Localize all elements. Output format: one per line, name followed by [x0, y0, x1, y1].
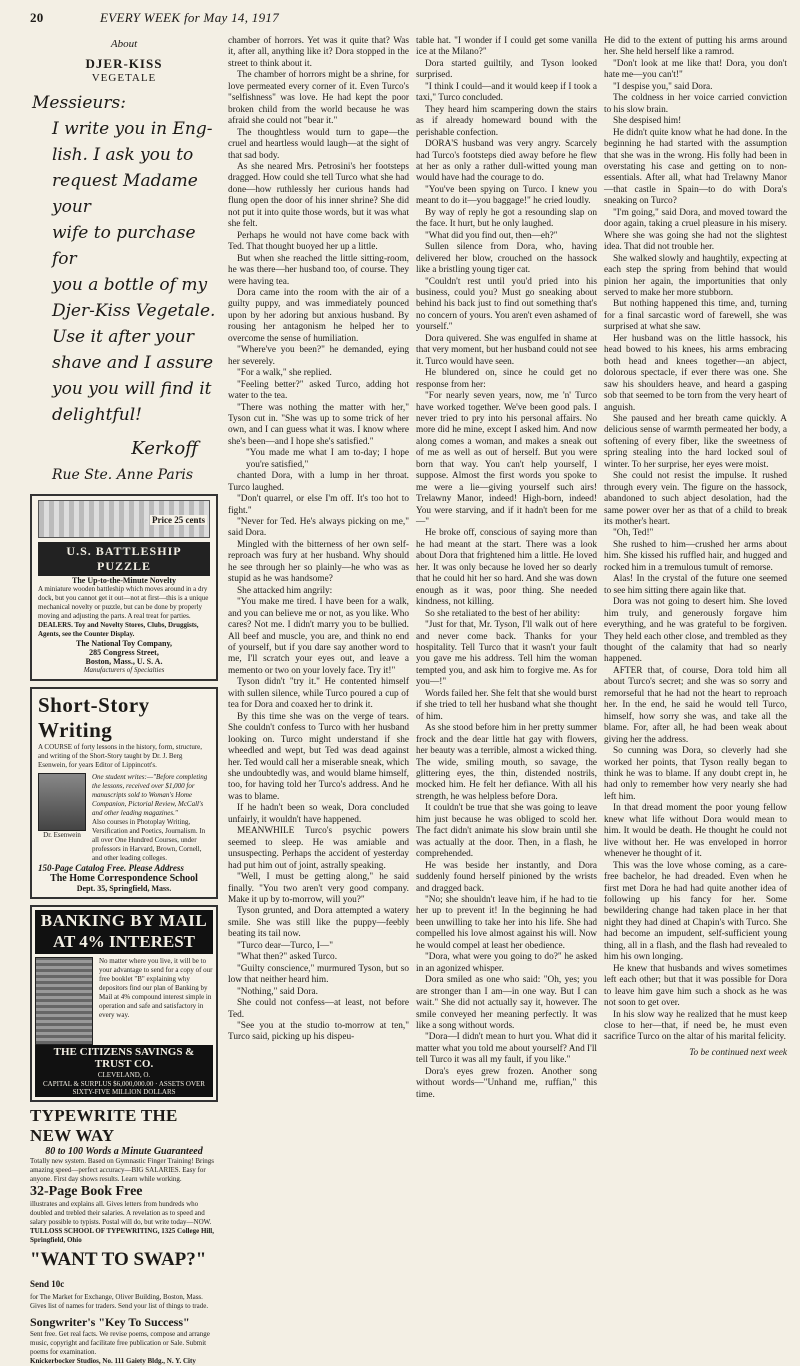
- ad-headline: U.S. BATTLESHIP PUZZLE: [38, 542, 210, 576]
- story-paragraph: Dora started guiltily, and Tyson looked surprised.: [416, 58, 597, 81]
- djer-kiss-ad[interactable]: [30, 38, 218, 488]
- story-paragraph: "Dora—I didn't mean to hurt you. What did it matter what you told me about yourself? And I'll tell Turco it was all my fault, if you like.": [416, 1032, 597, 1066]
- story-paragraph: But nothing happened this time, and, turning for a final sarcastic word of farewell, she was surprised at what she saw.: [604, 299, 787, 333]
- story-paragraph: "What then?" asked Turco.: [237, 952, 338, 963]
- story-paragraph: Perhaps he would not have come back with Ted. That thought buoyed her up a little.: [228, 230, 409, 253]
- page-header: [30, 6, 790, 28]
- price-label: Price 25 cents: [152, 515, 205, 525]
- ad-body: for The Market for Exchange, Oliver Building, Boston, Mass. Gives list of names for traders. Send your list of things to trade.: [30, 1293, 209, 1310]
- story-paragraph: "No; she shouldn't leave him, if he had to tie her up to prevent it! In the beginning he had been unwilling to take her into his life. She had compelled his love almost against his will. Now he would compel at least her obedience.: [416, 894, 597, 951]
- story-paragraph: He was beside her instantly, and Dora suddenly found herself pinioned by the wrists and dragged back.: [416, 860, 597, 894]
- story-paragraph: "Feeling better?" asked Turco, adding hot water to the tea.: [228, 379, 409, 402]
- story-paragraph: chanted Dora, with a lump in her throat. Turco laughed.: [228, 471, 409, 493]
- ad-body: A miniature wooden battleship which moves around in a dry dock, but you cannot get it out—not at first—this is a unique mechanical novelty or puzzle, but can be done by properly moving and adjusting the parts. A real treat for parties.: [38, 585, 209, 620]
- ad-brand-name: DJER-KISS: [85, 56, 163, 71]
- story-paragraph: "Never for Ted. He's always picking on me," said Dora.: [228, 517, 409, 539]
- story-paragraph: Tyson grunted, and Dora attempted a watery smile. She was still like the puppy—feebly beating its tail now.: [228, 906, 409, 940]
- letter-line: lish. I ask you to: [52, 145, 194, 165]
- story-paragraph: So cunning was Dora, so cleverly had she worked her points, that Tyson really began to think he was to blame. If any doubt crept in, he had only to remember how very nearly she had left him.: [604, 746, 787, 802]
- ad-body: Totally new system. Based on Gymnastic Finger Training! Brings amazing speed—perfect accuracy—BIG SALARIES. Easy for anyone. First day shows results. Learn while working.: [30, 1157, 215, 1183]
- signature: Kerkoff: [131, 438, 198, 459]
- letter-line: you a bottle of my: [52, 275, 208, 295]
- battleship-puzzle-ad[interactable]: [30, 494, 218, 681]
- story-paragraph: "Turco dear—Turco, I—": [237, 940, 333, 951]
- company-address: 285 Congress Street,: [89, 648, 159, 657]
- story-paragraph: He did to the extent of putting his arms around her. She held herself like a ramrod.: [604, 36, 787, 58]
- ad-about: About: [110, 38, 138, 50]
- letter-line: I write you in Eng-: [52, 119, 213, 139]
- ad-headline: [30, 1249, 218, 1293]
- letter-line: Messieurs:: [32, 93, 126, 113]
- story-paragraph: Dora's eyes grew frozen. Another song without words—"Unhand me, ruffian," this time.: [416, 1066, 597, 1100]
- story-paragraph: "What did you find out, then—eh?": [425, 230, 558, 241]
- story-paragraph: The thoughtless would turn to gape—the cruel and heartless would laugh—at the sight of that sad body.: [228, 127, 409, 161]
- handwritten-letter: [30, 90, 218, 488]
- story-paragraph: "I'm going," said Dora, and moved toward the door again, taking a cruel pleasure in his misery. Where she was going she had not the slightest idea. That did not trouble her.: [604, 207, 787, 253]
- story-column-1: [228, 36, 409, 1044]
- company-name: The National Toy Company,: [75, 639, 173, 648]
- story-paragraph: Alas! In the crystal of the future one seemed to see him sitting there again like that.: [604, 574, 787, 596]
- signature-address: Rue Ste. Anne Paris: [52, 467, 194, 483]
- ad-headline-2: AT 4% INTEREST: [35, 932, 213, 954]
- portrait-caption: Dr. Esenwein: [43, 831, 81, 839]
- school-name: TULLOSS SCHOOL OF TYPEWRITING, 1325 College Hill, Springfield, Ohio: [30, 1227, 214, 1244]
- story-paragraph: She could not resist the impulse. It rushed through every vein. The figure on the hassock, abandoned to such abject desolation, had the same power over her as that of a child to break its mother's heart.: [604, 471, 787, 528]
- story-paragraph: AFTER that, of course, Dora told him all about Turco's secret; and she was so sorry and remorseful that he had not the heart to reproach her. In the end, he said he would tell Turco, himself, how sorry she was, and take all the blame. For, after all, he had been weak about giving her the address.: [604, 665, 787, 745]
- bank-building-image: [35, 957, 93, 1045]
- banking-ad[interactable]: [30, 905, 218, 1102]
- story-paragraph: She walked slowly and haughtily, expecting at each step the spring from behind that would pinion her again, the importunities that only served to make her more stubborn.: [604, 253, 787, 298]
- story-paragraph: It couldn't be true that she was going to leave him just because he was obliged to scold her. The fact didn't animate his slow brain until she was actually at the door. Then, in a flash, he comprehended.: [416, 803, 597, 860]
- ad-product-name: VEGETALE: [91, 72, 157, 84]
- battleship-illustration: [38, 500, 210, 538]
- story-paragraph: "Just for that, Mr. Tyson, I'll walk out of here and never come back. Thanks for your hospitality. Tell Turco that it wasn't your fault you gave me his address. Tell him the woman tempted you, and ask him to forgive me. As for you—!": [416, 620, 597, 688]
- letter-line: you you will find it: [52, 379, 212, 399]
- ad-subtitle: The Up-to-the-Minute Novelty: [72, 576, 176, 585]
- story-paragraph: He knew that husbands and wives sometimes left each other; but that it was possible for Dora to leave him gave him such a shock as he was not soon to get over.: [604, 963, 787, 1009]
- story-paragraph: "Don't look at me like that! Dora, you don't hate me—you can't!": [604, 58, 787, 81]
- letter-line: request Madame your: [52, 171, 198, 217]
- swap-price: Send 10c: [30, 1279, 65, 1289]
- story-paragraph: "Guilty conscience," murmured Tyson, but so low that neither heard him.: [228, 963, 409, 986]
- letter-line: wife to purchase for: [52, 223, 196, 269]
- page-number: 20: [30, 10, 44, 25]
- story-paragraph: "Nothing," said Dora.: [237, 986, 318, 997]
- ad-dealers: DEALERS. Toy and Novelty Stores, Clubs, Druggists, Agents, see the Counter Display.: [38, 621, 199, 638]
- story-paragraph: She paused and her breath came quickly. A delicious sense of warmth permeated her body, a softening of every fiber, like the sweetness of spring stealing into the hard locked soul of winter. To her surprise, her eyes were moist.: [604, 413, 787, 470]
- story-paragraph: If he hadn't been so weak, Dora concluded unfairly, it wouldn't have happened.: [228, 803, 409, 825]
- ad-body: Sent free. Get real facts. We revise poems, compose and arrange music, copyright and facilitate free publication or Sale. Submit poems for examination.: [30, 1330, 210, 1356]
- bank-city: CLEVELAND, O.: [35, 1071, 213, 1080]
- story-paragraph: "You made me what I am to-day; I hope you're satisfied,": [246, 448, 409, 470]
- story-paragraph: Her husband was on the little hassock, his head bowed to his knees, his arms embracing both head and knees together—an abject, dolorous spectacle, if ever there was one. She saw his shoulders heave, and heard a gasping sob that seemed to be torn from the very heart of anguish.: [604, 333, 787, 413]
- story-paragraph: "Dora, what were you going to do?" he asked in an agonized whisper.: [416, 952, 597, 974]
- story-paragraph: "Where've you been?" he demanded, eying her severely.: [228, 345, 409, 367]
- ad-body: Also courses in Photoplay Writing, Versification and Poetics, Journalism. In all over One Hundred Courses, under professors in Harvard, Brown, Cornell, and other leading colleges.: [92, 818, 206, 862]
- story-paragraph: Sullen silence from Dora, who, having delivered her blow, crouched on the hassock like a bristling young tiger cat.: [416, 242, 597, 276]
- ad-headline: Short-Story Writing: [38, 693, 150, 742]
- portrait-image: [38, 773, 86, 831]
- story-paragraph: chamber of horrors. Yet was it quite that? Was it, after all, anything like it? Dora stopped in the street to think about it.: [228, 36, 409, 69]
- story-paragraph: She could not confess—at least, not before Ted.: [228, 998, 409, 1020]
- continued-notice: To be continued next week: [689, 1047, 787, 1058]
- story-paragraph: "Don't quarrel, or else I'm off. It's too hot to fight.": [228, 494, 409, 516]
- story-paragraph: In that dread moment the poor young fellow knew what life without Dora would mean to him. It would be death. He thought he could not live without her. He was enveloped in horror whenever he thought of it.: [604, 803, 787, 860]
- story-paragraph: He didn't quite know what he had done. In the beginning he had started with the assumption that she was in the wrong. His folly had been in overstating his case and getting on to non-essentials. After all, what had Trelawny Manor—that castle in Spain—to do with Dora's sneaking on Turco?: [604, 127, 787, 207]
- story-paragraph: "There was nothing the matter with her," Tyson cut in. "She was up to some trick of her own, and I can guess what it was. I know where she's been—and I hope she's satisfied.": [228, 402, 409, 447]
- story-paragraph: So she retaliated to the best of her ability:: [425, 608, 580, 619]
- story-paragraph: Tyson didn't "try it." He contented himself with sullen silence, while Turco poured a cup of tea for Dora and coaxed her to drink it.: [228, 677, 409, 711]
- letter-line: Use it after your: [52, 327, 194, 347]
- story-paragraph: He blundered on, since he could get no response from her:: [416, 368, 597, 390]
- story-paragraph: As she stood before him in her pretty summer frock and the dear little hat gay with flowers, her beauty was a terrible, almost a wicked thing. The wide, smiling mouth, so savage, the glittering eyes, the thin, distended nostrils, mocked him. He felt her defiance. With all his strength, he was helpless before Dora.: [416, 723, 597, 802]
- story-paragraph: Words failed her. She felt that she would burst if she tried to tell her husband what she thought of him.: [416, 688, 597, 722]
- ad-footer: Manufacturers of Specialties: [83, 666, 165, 674]
- story-paragraph: As she neared Mrs. Petrosini's her footsteps dragged. How could she tell Turco what she had done—how ruthlessly her curious hands had flung open the door of his inner shrine? She did not put it into quite those words, but it was what she felt.: [228, 161, 409, 230]
- free-book-label: 32-Page Book Free: [30, 1184, 143, 1199]
- ad-subtitle: 80 to 100 Words a Minute Guaranteed: [45, 1146, 203, 1157]
- ad-column: [30, 30, 218, 1366]
- story-column-2: [416, 36, 597, 1101]
- story-paragraph: "See you at the studio to-morrow at ten," Turco said, picking up his dispeu-: [228, 1020, 409, 1043]
- story-paragraph: The coldness in her voice carried conviction to his slow brain.: [604, 93, 787, 115]
- story-paragraph: "You make me tired. I have been for a walk, and you can believe me or not, as you like. Who cares? Not me. I didn't marry you to be bullied. All beef and muscle, you are, and think no end of yourself, but if you dare say another word to me, I'll scratch your eyes out, and leave a memento or two on your lovely face. Try it!": [228, 597, 409, 676]
- story-paragraph: Dora smiled as one who said: "Oh, yes; you are stronger than I am—in one way. But I can wait." She did not actually say it, however. The smile conveyed her meaning perfectly. It was like a song without words.: [416, 975, 597, 1031]
- story-column-3: [604, 36, 787, 1059]
- story-paragraph: DORA'S husband was very angry. Scarcely had Turco's footsteps died away before he flew at her as only a rather dull-witted young man would have had the courage to do.: [416, 139, 597, 184]
- story-paragraph: By this time she was on the verge of tears. She couldn't confess to Turco with her husband looking on. Turco might understand if she wheedled and wept, but Ted was dead against her. Ted would call her a miserable sneak, which she undoubtedly was, and would blame himself, too, for having told her Turco's address. And he was to blame.: [228, 711, 409, 802]
- short-story-ad[interactable]: [30, 687, 218, 899]
- story-paragraph: They heard him scampering down the stairs as if already homeward bound with the perishable confection.: [416, 104, 597, 138]
- story-paragraph: But when she reached the little sitting-room, he was there—her husband too, of course. They were having tea.: [228, 253, 409, 287]
- swap-title: "WANT TO SWAP?": [30, 1249, 207, 1270]
- letter-line: Djer-Kiss Vegetale.: [52, 301, 216, 321]
- story-paragraph: "Well, I must be getting along," he said finally. "You two aren't very good company. Make it up by to-morrow, will you?": [228, 872, 409, 905]
- typewrite-ad[interactable]: [30, 1106, 218, 1245]
- story-paragraph: Dora came into the room with the air of a guilty puppy, and was immediately pounced upon by her adoring but anxious husband. By rousing her antagonism he helped her to overcome the sense of humiliation.: [228, 287, 409, 344]
- ad-headline: TYPEWRITE THE NEW WAY: [30, 1106, 178, 1145]
- story-paragraph: table hat. "I wonder if I could get some vanilla ice at the Milano?": [416, 36, 597, 58]
- story-paragraph: MEANWHILE Turco's psychic powers seemed to sleep. He was amiable and unsuspecting. Perhaps the accident of yesterday had put him out of joint, astrally speaking.: [228, 826, 409, 871]
- story-paragraph: "You've been spying on Turco. I knew you meant to do it—you baggage!" he cried loudly.: [416, 184, 597, 207]
- ad-body: No matter where you live, it will be to your advantage to send for a copy of our free booklet "B" explaining why depositors find our plan of Banking by Mail at 4% compound interest simple in operation and safe and satisfactory in every way.: [99, 957, 213, 1019]
- story-paragraph: She rushed to him—crushed her arms about him. She kissed his ruffled hair, and hugged and rocked him in a tremulous tumult of remorse.: [604, 539, 787, 573]
- ad-body: illustrates and explains all. Gives letters from hundreds who doubled and trebled their salaries. A revelation as to speed and salary possible to typists. Postal will do, but write today—NOW.: [30, 1200, 212, 1226]
- story-paragraph: "I despise you," said Dora.: [613, 81, 713, 92]
- ad-testimonial: One student writes:—"Before completing the lessons, received over $1,000 for manuscripts sold to Woman's Home Companion, Pictorial Review, McCall's and other leading magazines.": [92, 773, 208, 817]
- catalog-line: 150-Page Catalog Free. Please Address: [38, 863, 184, 873]
- story-paragraph: The chamber of horrors might be a shrine, for love permeated every corner of it. Even Turco's "selfishness" was love. He had kept the poor broken child from the world because he was afraid she could not "bear it.": [228, 70, 409, 127]
- story-paragraph: "Couldn't rest until you'd pried into his business, could you? Must go sneaking about behind his back just to find out something that's no concern of yours. You aren't even ashamed of yourself.": [416, 276, 597, 333]
- story-paragraph: "For nearly seven years, now, me 'n' Turco have worked together. We've been good pals. I never tried to pry into his personal affairs. No more did he mine, except I asked him. And now along comes a woman, and makes a sneak out of me as well as out of herself. But you were born that way. You can't help yourself, I suppose. Almost the first words you spoke to me were a lie—giving yourself such airs! Trelawny Manor, indeed! High-born, indeed! You were starving, and if it hadn't been for me—": [416, 391, 597, 528]
- story-paragraph: She despised him!: [613, 116, 682, 127]
- story-paragraph: This was the love whose coming, as a care-free bachelor, he had dreaded. Even when he first met Dora he had had quite another idea of following up his fancy for her. Some bewildering change had taken place in her that night they had dined at Chapin's with Turco. She had become an impudent, self-sufficient young thing, all in a flash, and the flash had revealed to him his own longing.: [604, 860, 787, 963]
- story-paragraph: She attacked him angrily:: [237, 585, 333, 596]
- letter-line: shave and I assure: [52, 353, 214, 373]
- story-paragraph: "For a walk," she replied.: [237, 368, 332, 379]
- bank-assets: CAPITAL & SURPLUS $6,000,000.00 · ASSETS OVER SIXTY-FIVE MILLION DOLLARS: [35, 1080, 213, 1097]
- story-paragraph: He broke off, conscious of saying more than he had meant at the start. There was a look about Dora that frightened him a little. He loved her. It was only because he loved her so dearly that he could hit her so hard. And she was down enough as it was, poor thing. She needed kindness, not killing.: [416, 528, 597, 608]
- story-paragraph: In his slow way he realized that he must keep close to her—that, if need be, he must even sacrifice Turco on the altar of his marital felicity.: [604, 1009, 787, 1043]
- story-paragraph: Dora was not going to desert him. She loved him truly, and generously forgave him everything, and he was grateful to be forgiven. They held each other close, and trembled as they thought of the calamity that had so nearly happened.: [604, 597, 787, 665]
- ad-body: A COURSE of forty lessons in the history, form, structure, and writing of the Short-Story taught by Dr. J. Berg Esenwein, for years Editor of Lippincott's.: [38, 743, 203, 769]
- story-paragraph: "Oh, Ted!": [613, 528, 654, 539]
- story-paragraph: Mingled with the bitterness of her own self-reproach was fury at her husband. Why should he see through her so plainly—he who was as stupid as he was handsome?: [228, 539, 409, 585]
- company-city: Boston, Mass., U. S. A.: [85, 657, 163, 666]
- running-title: EVERY WEEK for May 14, 1917: [100, 10, 280, 25]
- ad-headline: Songwriter's "Key To Success": [30, 1315, 190, 1329]
- company-name: Knickerbocker Studios, No. 111 Gaiety Bldg., N. Y. City: [30, 1357, 196, 1365]
- story-paragraph: By way of reply he got a resounding slap on the face. It hurt, but he only laughed.: [416, 207, 597, 230]
- school-name: The Home Correspondence School: [50, 873, 198, 884]
- story-paragraph: "I think I could—and it would keep if I took a taxi," Turco concluded.: [416, 81, 597, 104]
- songwriter-ad[interactable]: [30, 1315, 218, 1366]
- school-dept: Dept. 35, Springfield, Mass.: [76, 884, 172, 893]
- want-to-swap-ad[interactable]: [30, 1249, 218, 1311]
- letter-line: delightful!: [52, 405, 142, 425]
- ad-headline: BANKING BY MAIL: [35, 910, 213, 932]
- bank-name: THE CITIZENS SAVINGS & TRUST CO.: [35, 1045, 213, 1071]
- story-paragraph: Dora quivered. She was engulfed in shame at that very moment, but her husband could not see it. Turco would have seen.: [416, 333, 597, 367]
